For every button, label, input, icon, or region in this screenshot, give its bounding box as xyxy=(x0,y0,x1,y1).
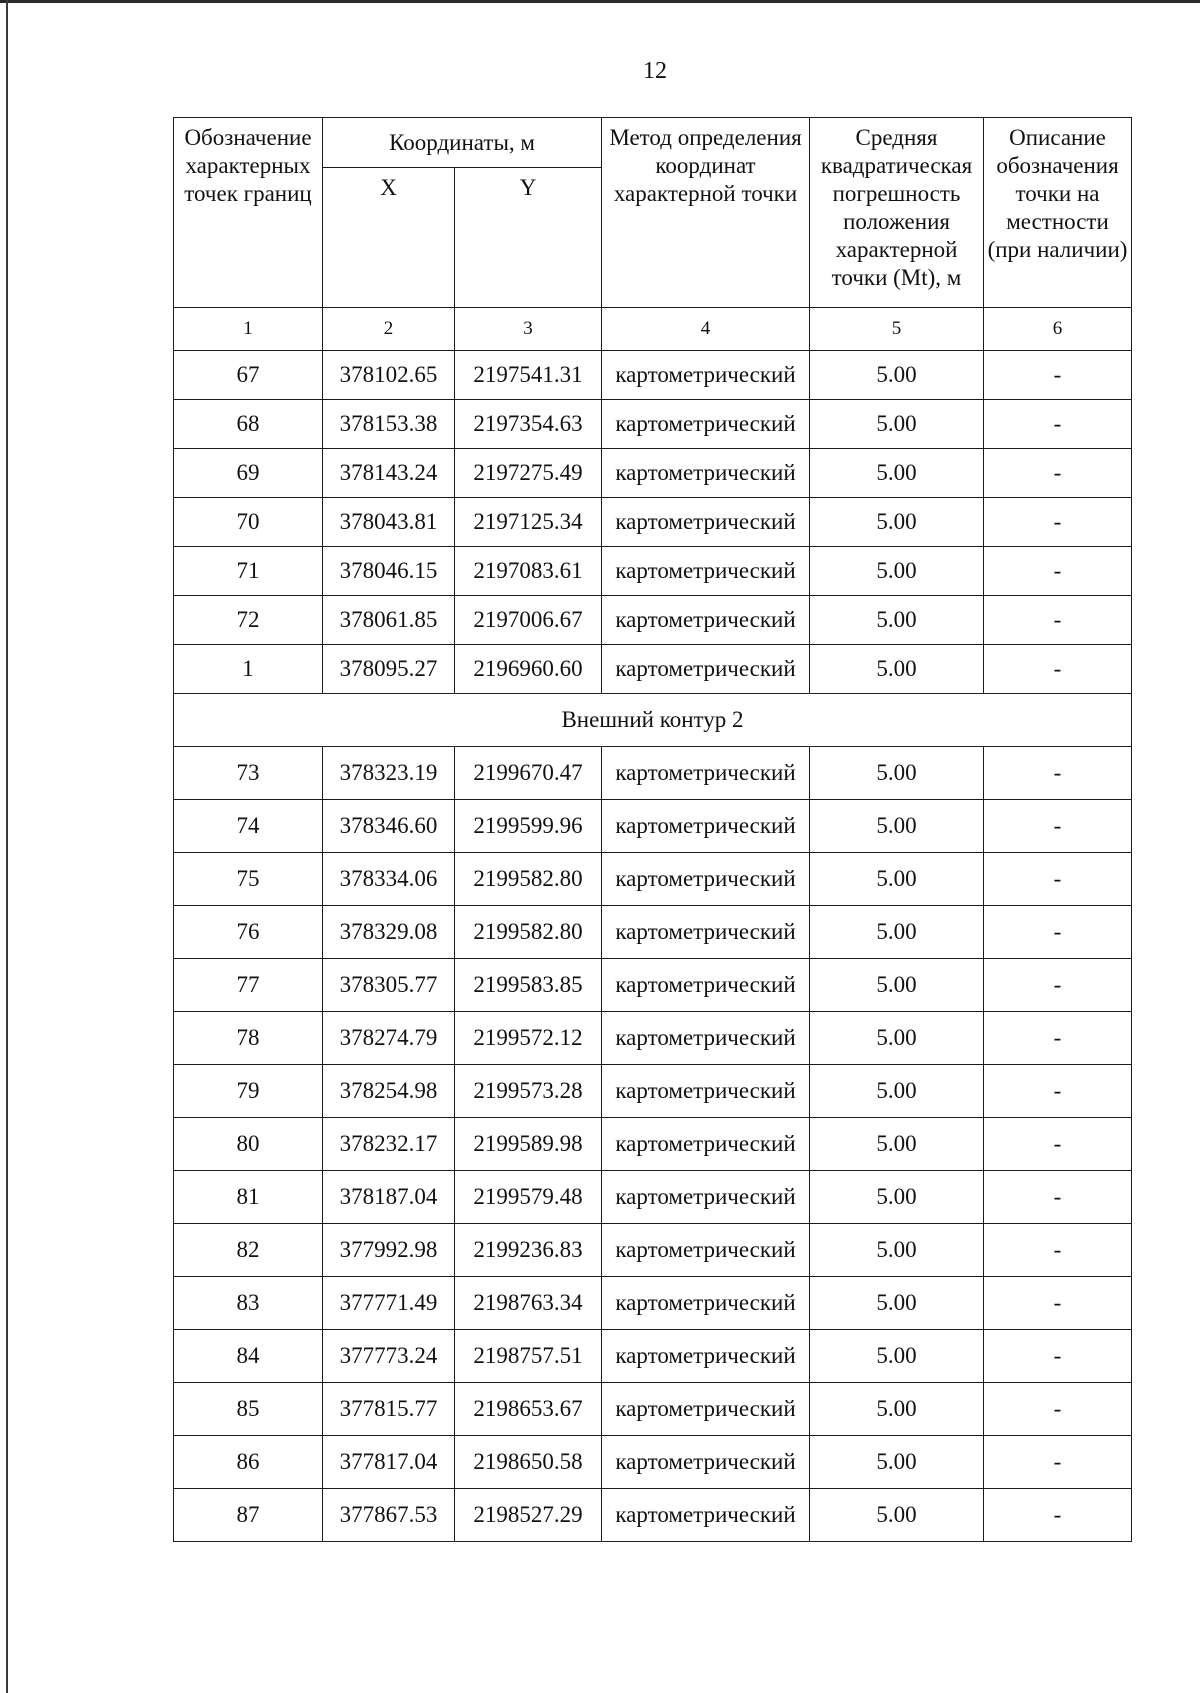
cell-y: 2199599.96 xyxy=(455,800,602,853)
cell-description: - xyxy=(984,498,1132,547)
cell-error: 5.00 xyxy=(810,1065,984,1118)
cell-x: 378102.65 xyxy=(323,351,455,400)
cell-error: 5.00 xyxy=(810,547,984,596)
cell-y: 2199236.83 xyxy=(455,1224,602,1277)
cell-point-id: 83 xyxy=(174,1277,323,1330)
cell-point-id: 79 xyxy=(174,1065,323,1118)
cell-point-id: 84 xyxy=(174,1330,323,1383)
cell-y: 2198653.67 xyxy=(455,1383,602,1436)
cell-y: 2197275.49 xyxy=(455,449,602,498)
cell-description: - xyxy=(984,596,1132,645)
cell-point-id: 76 xyxy=(174,906,323,959)
section-title: Внешний контур 2 xyxy=(174,694,1132,747)
cell-y: 2199579.48 xyxy=(455,1171,602,1224)
cell-method: картометрический xyxy=(602,747,810,800)
cell-description: - xyxy=(984,800,1132,853)
cell-description: - xyxy=(984,1330,1132,1383)
cell-point-id: 87 xyxy=(174,1489,323,1542)
cell-method: картометрический xyxy=(602,1224,810,1277)
table-row xyxy=(174,645,1132,694)
column-number: 6 xyxy=(984,308,1132,351)
header-y: Y xyxy=(455,168,602,308)
cell-point-id: 72 xyxy=(174,596,323,645)
cell-error: 5.00 xyxy=(810,1171,984,1224)
cell-point-id: 82 xyxy=(174,1224,323,1277)
cell-description: - xyxy=(984,1171,1132,1224)
cell-point-id: 68 xyxy=(174,400,323,449)
section-row xyxy=(174,694,1132,747)
cell-x: 377773.24 xyxy=(323,1330,455,1383)
cell-point-id: 81 xyxy=(174,1171,323,1224)
cell-error: 5.00 xyxy=(810,1277,984,1330)
header-description: Описание обозначения точки на местности (при наличии) xyxy=(984,118,1132,308)
scan-edge-left xyxy=(6,0,8,1693)
header-method: Метод определения координат характерной точки xyxy=(602,118,810,308)
cell-method: картометрический xyxy=(602,1436,810,1489)
cell-description: - xyxy=(984,1012,1132,1065)
cell-method: картометрический xyxy=(602,800,810,853)
cell-method: картометрический xyxy=(602,400,810,449)
cell-error: 5.00 xyxy=(810,747,984,800)
cell-x: 378143.24 xyxy=(323,449,455,498)
cell-description: - xyxy=(984,1383,1132,1436)
scan-edge-top xyxy=(0,0,1200,3)
cell-x: 378046.15 xyxy=(323,547,455,596)
cell-y: 2197006.67 xyxy=(455,596,602,645)
cell-x: 378346.60 xyxy=(323,800,455,853)
cell-error: 5.00 xyxy=(810,1224,984,1277)
table-row xyxy=(174,596,1132,645)
cell-point-id: 70 xyxy=(174,498,323,547)
cell-method: картометрический xyxy=(602,959,810,1012)
cell-method: картометрический xyxy=(602,351,810,400)
cell-description: - xyxy=(984,906,1132,959)
cell-method: картометрический xyxy=(602,853,810,906)
cell-y: 2197125.34 xyxy=(455,498,602,547)
cell-y: 2199572.12 xyxy=(455,1012,602,1065)
cell-y: 2198763.34 xyxy=(455,1277,602,1330)
cell-method: картометрический xyxy=(602,596,810,645)
cell-error: 5.00 xyxy=(810,1383,984,1436)
cell-x: 377992.98 xyxy=(323,1224,455,1277)
table-row xyxy=(174,498,1132,547)
cell-method: картометрический xyxy=(602,1489,810,1542)
cell-x: 377771.49 xyxy=(323,1277,455,1330)
cell-y: 2199582.80 xyxy=(455,906,602,959)
cell-x: 378274.79 xyxy=(323,1012,455,1065)
cell-method: картометрический xyxy=(602,906,810,959)
table-row xyxy=(174,400,1132,449)
cell-description: - xyxy=(984,1277,1132,1330)
table-row xyxy=(174,1065,1132,1118)
coordinates-table xyxy=(173,117,1132,1542)
cell-description: - xyxy=(984,959,1132,1012)
cell-point-id: 86 xyxy=(174,1436,323,1489)
cell-y: 2198650.58 xyxy=(455,1436,602,1489)
header-coordinates: Координаты, м xyxy=(323,118,602,168)
cell-error: 5.00 xyxy=(810,800,984,853)
cell-method: картометрический xyxy=(602,1012,810,1065)
cell-error: 5.00 xyxy=(810,1118,984,1171)
table-row xyxy=(174,800,1132,853)
cell-error: 5.00 xyxy=(810,351,984,400)
cell-x: 378323.19 xyxy=(323,747,455,800)
cell-method: картометрический xyxy=(602,1118,810,1171)
cell-description: - xyxy=(984,853,1132,906)
cell-error: 5.00 xyxy=(810,1436,984,1489)
cell-point-id: 69 xyxy=(174,449,323,498)
table-header xyxy=(174,118,1132,351)
cell-description: - xyxy=(984,747,1132,800)
cell-x: 378061.85 xyxy=(323,596,455,645)
cell-error: 5.00 xyxy=(810,1330,984,1383)
table-row xyxy=(174,1224,1132,1277)
cell-x: 377815.77 xyxy=(323,1383,455,1436)
cell-description: - xyxy=(984,400,1132,449)
cell-error: 5.00 xyxy=(810,449,984,498)
cell-point-id: 71 xyxy=(174,547,323,596)
cell-point-id: 73 xyxy=(174,747,323,800)
cell-y: 2197354.63 xyxy=(455,400,602,449)
cell-x: 377867.53 xyxy=(323,1489,455,1542)
column-number: 5 xyxy=(810,308,984,351)
cell-point-id: 67 xyxy=(174,351,323,400)
table-row xyxy=(174,1012,1132,1065)
cell-y: 2198527.29 xyxy=(455,1489,602,1542)
table-row xyxy=(174,1383,1132,1436)
cell-x: 378043.81 xyxy=(323,498,455,547)
cell-error: 5.00 xyxy=(810,959,984,1012)
column-numbers-row xyxy=(174,308,1132,351)
cell-error: 5.00 xyxy=(810,400,984,449)
cell-x: 378153.38 xyxy=(323,400,455,449)
cell-description: - xyxy=(984,1065,1132,1118)
cell-point-id: 77 xyxy=(174,959,323,1012)
cell-point-id: 78 xyxy=(174,1012,323,1065)
cell-error: 5.00 xyxy=(810,645,984,694)
cell-y: 2199573.28 xyxy=(455,1065,602,1118)
table-row xyxy=(174,1171,1132,1224)
cell-error: 5.00 xyxy=(810,906,984,959)
cell-point-id: 74 xyxy=(174,800,323,853)
cell-point-id: 85 xyxy=(174,1383,323,1436)
cell-description: - xyxy=(984,1224,1132,1277)
table-row xyxy=(174,959,1132,1012)
table-row xyxy=(174,1277,1132,1330)
header-mean-error: Средняя квадратическая погрешность положения характерной точки (Mt), м xyxy=(810,118,984,308)
cell-description: - xyxy=(984,449,1132,498)
cell-error: 5.00 xyxy=(810,1489,984,1542)
table-row xyxy=(174,1489,1132,1542)
header-x: X xyxy=(323,168,455,308)
cell-x: 378187.04 xyxy=(323,1171,455,1224)
table-row xyxy=(174,906,1132,959)
table-row xyxy=(174,547,1132,596)
cell-y: 2199670.47 xyxy=(455,747,602,800)
cell-x: 378232.17 xyxy=(323,1118,455,1171)
cell-description: - xyxy=(984,351,1132,400)
page-number: 12 xyxy=(643,58,667,84)
cell-method: картометрический xyxy=(602,1277,810,1330)
cell-x: 378329.08 xyxy=(323,906,455,959)
cell-y: 2197541.31 xyxy=(455,351,602,400)
cell-error: 5.00 xyxy=(810,498,984,547)
cell-method: картометрический xyxy=(602,1383,810,1436)
cell-x: 377817.04 xyxy=(323,1436,455,1489)
cell-description: - xyxy=(984,1436,1132,1489)
table-row xyxy=(174,747,1132,800)
cell-y: 2197083.61 xyxy=(455,547,602,596)
cell-method: картометрический xyxy=(602,645,810,694)
cell-y: 2199582.80 xyxy=(455,853,602,906)
cell-x: 378254.98 xyxy=(323,1065,455,1118)
table-row xyxy=(174,853,1132,906)
table-row xyxy=(174,351,1132,400)
table-row xyxy=(174,1330,1132,1383)
table-body xyxy=(174,351,1132,1542)
cell-description: - xyxy=(984,1489,1132,1542)
cell-x: 378305.77 xyxy=(323,959,455,1012)
table-row xyxy=(174,449,1132,498)
cell-method: картометрический xyxy=(602,547,810,596)
cell-y: 2198757.51 xyxy=(455,1330,602,1383)
table-row xyxy=(174,1436,1132,1489)
cell-x: 378334.06 xyxy=(323,853,455,906)
cell-point-id: 80 xyxy=(174,1118,323,1171)
cell-error: 5.00 xyxy=(810,596,984,645)
cell-description: - xyxy=(984,645,1132,694)
cell-point-id: 75 xyxy=(174,853,323,906)
cell-method: картометрический xyxy=(602,1330,810,1383)
column-number: 3 xyxy=(455,308,602,351)
cell-y: 2199583.85 xyxy=(455,959,602,1012)
cell-error: 5.00 xyxy=(810,853,984,906)
column-number: 4 xyxy=(602,308,810,351)
cell-method: картометрический xyxy=(602,1171,810,1224)
column-number: 1 xyxy=(174,308,323,351)
cell-method: картометрический xyxy=(602,1065,810,1118)
cell-y: 2196960.60 xyxy=(455,645,602,694)
cell-x: 378095.27 xyxy=(323,645,455,694)
cell-method: картометрический xyxy=(602,498,810,547)
cell-error: 5.00 xyxy=(810,1012,984,1065)
column-number: 2 xyxy=(323,308,455,351)
cell-y: 2199589.98 xyxy=(455,1118,602,1171)
table-row xyxy=(174,1118,1132,1171)
cell-method: картометрический xyxy=(602,449,810,498)
header-point-designation: Обозначение характерных точек границ xyxy=(174,118,323,308)
cell-description: - xyxy=(984,1118,1132,1171)
cell-point-id: 1 xyxy=(174,645,323,694)
cell-description: - xyxy=(984,547,1132,596)
